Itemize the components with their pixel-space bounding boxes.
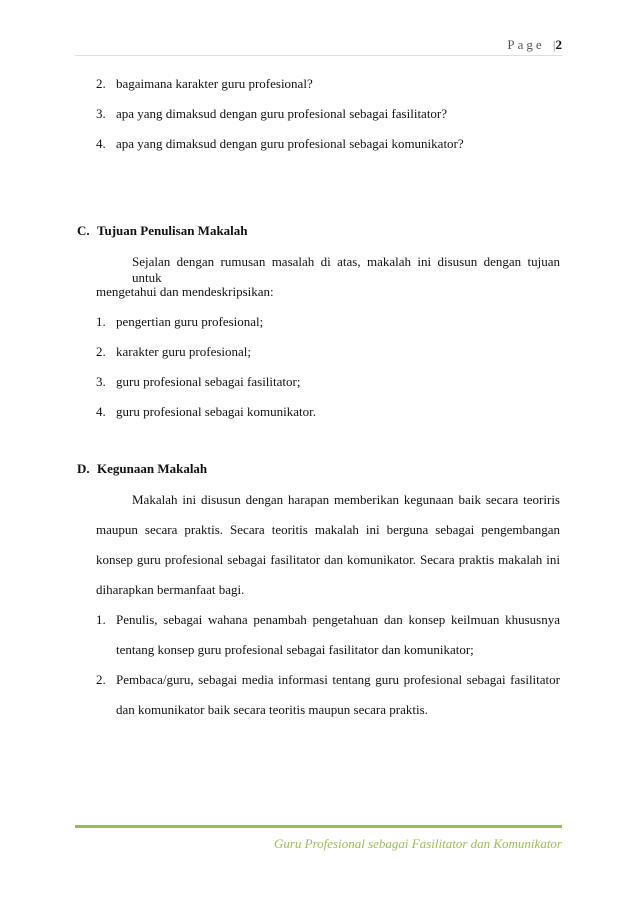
section-label: C. [77,223,90,238]
list-item-text: apa yang dimaksud dengan guru profesional sebagai komunikator? [116,136,464,151]
header-divider [75,55,562,56]
list-item [96,672,560,688]
list-item-text: bagaimana karakter guru profesional? [116,76,313,91]
list-item-number: 1. [96,612,106,627]
paragraph-line: Makalah ini disusun dengan harapan memberikan kegunaan baik secara teoriris [132,492,560,507]
list-item-text: karakter guru profesional; [116,344,252,359]
page-label: Page [507,37,545,52]
list-item [96,314,263,330]
list-item-text: guru profesional sebagai fasilitator; [116,374,301,389]
list-item [96,612,560,628]
list-item-continuation: dan komunikator baik secara teoritis maupun secara praktis. [116,702,428,717]
paragraph-line: konsep guru profesional sebagai fasilitator dan komunikator. Secara praktis makalah ini [96,552,560,567]
list-item-number: 3. [96,106,106,121]
list-item-text: pengertian guru profesional; [116,314,264,329]
page-number: 2 [555,37,562,52]
list-item-number: 1. [96,314,106,329]
list-item-text: Penulis, sebagai wahana penambah pengetahuan dan konsep keilmuan khususnya [116,612,560,627]
list-item-number: 2. [96,672,106,687]
list-item-number: 4. [96,136,106,151]
list-item [96,106,447,122]
list-item-text: Pembaca/guru, sebagai media informasi tentang guru profesional sebagai fasilitator [116,672,560,687]
section-title: Tujuan Penulisan Makalah [97,223,248,238]
list-item [96,136,464,152]
footer-divider [75,825,562,828]
list-item [96,404,316,420]
list-item-text: guru profesional sebagai komunikator. [116,404,317,419]
paragraph-line: Sejalan dengan rumusan masalah di atas, makalah ini disusun dengan tujuan untuk [132,254,560,285]
section-heading [77,461,207,477]
section-heading [77,223,248,239]
footer-title: Guru Profesional sebagai Fasilitator dan Komunikator [273,836,562,851]
section-label: D. [77,461,90,476]
page-separator: | [552,37,556,52]
list-item [96,344,251,360]
list-item-text: apa yang dimaksud dengan guru profesional sebagai fasilitator? [116,106,448,121]
paragraph-line: diharapkan bermanfaat bagi. [96,582,245,597]
paragraph-line: maupun secara praktis. Secara teoritis makalah ini berguna sebagai pengembangan [96,522,560,537]
page-header [507,37,562,53]
list-item-number: 4. [96,404,106,419]
list-item-number: 2. [96,344,106,359]
list-item-number: 2. [96,76,106,91]
paragraph-line: mengetahui dan mendeskripsikan: [96,284,274,299]
list-item-number: 3. [96,374,106,389]
list-item [96,76,313,92]
list-item [96,374,300,390]
list-item-continuation: tentang konsep guru profesional sebagai fasilitator dan komunikator; [116,642,474,657]
section-title: Kegunaan Makalah [97,461,208,476]
